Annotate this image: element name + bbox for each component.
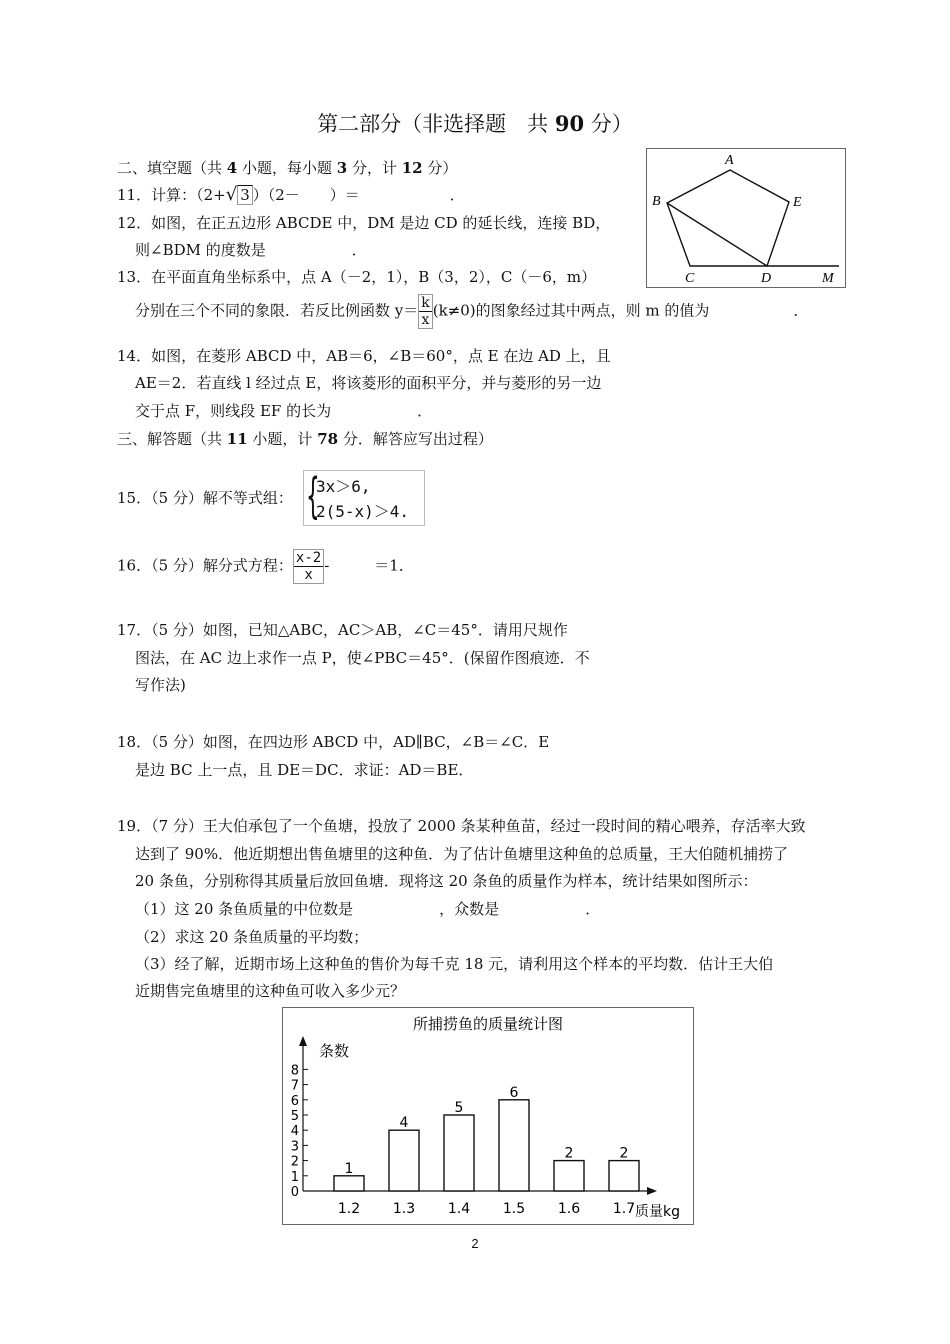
y-tick-label: 0 [290, 1185, 299, 1200]
bar-value-label: 6 [509, 1084, 519, 1101]
pentagon-diagram [647, 149, 845, 287]
pentagon-figure [646, 148, 846, 288]
page-number: 2 [471, 1236, 479, 1251]
vertex-label-a: A [725, 153, 734, 168]
x-axis-arrow-icon [647, 1187, 657, 1195]
question-12-line2: 则∠BDM 的度数是 ． [135, 241, 367, 259]
question-19-part2: （2）求这 20 条鱼质量的平均数； [135, 928, 369, 946]
fraction-k-over-x: $\frac{k}{x}$ [418, 294, 432, 329]
question-19-line1: 19．（7 分）王大伯承包了一个鱼塘，投放了 2000 条某种鱼苗，经过一段时间的精心喂养，存活率大致 [117, 817, 806, 835]
section-title: 第二部分（非选择题 共 90 分） [317, 111, 633, 136]
question-13-line2: 分别在三个不同的象限．若反比例函数 y＝ $\frac{k}{x}$ (k≠0)的图象经过其中两点，则 m 的值为 ． [135, 295, 809, 328]
bar-value-label: 1 [344, 1160, 354, 1177]
question-19-part3-cont: 近期售完鱼塘里的这种鱼可收入多少元？ [135, 982, 406, 1000]
question-13-line1: 13．在平面直角坐标系中，点 A（－2，1），B（3，2），C（－6，m） [117, 268, 597, 286]
bar-1.2 [334, 1176, 364, 1191]
inequality-1: 3x＞6, [316, 477, 371, 496]
inequality-system [303, 470, 425, 526]
x-tick-label: 1.7 [612, 1201, 636, 1217]
y-tick-label: 7 [290, 1078, 299, 1094]
section-2-heading: 二、填空题（共 4 小题，每小题 3 分，计 12 分） [117, 159, 458, 177]
bar-1.5 [499, 1100, 529, 1191]
y-axis-arrow-icon [299, 1036, 307, 1046]
x-tick-label: 1.2 [337, 1201, 361, 1217]
question-17-line3: 写作法) [135, 676, 186, 694]
vertex-label-b: B [652, 194, 661, 209]
y-tick-label: 1 [290, 1169, 299, 1185]
x-tick-label: 1.6 [557, 1201, 581, 1217]
bar-value-label: 5 [454, 1100, 464, 1116]
vertex-label-c: C [685, 271, 695, 286]
question-19-part1: （1）这 20 条鱼质量的中位数是 ，众数是 ． [135, 900, 601, 918]
vertex-label-d: D [761, 271, 772, 286]
y-tick-label: 8 [290, 1063, 299, 1079]
inequality-2: 2(5-x)＞4. [316, 502, 410, 521]
left-brace-icon: { [306, 468, 320, 524]
question-14-line3: 交于点 F，则线段 EF 的长为 ． [135, 402, 433, 420]
question-18-line1: 18．（5 分）如图，在四边形 ABCD 中，AD∥BC，∠B＝∠C．E [117, 733, 550, 751]
pentagon-shape [667, 170, 789, 266]
bar-value-label: 2 [564, 1145, 574, 1162]
question-18-line2: 是边 BC 上一点，且 DE＝DC．求证：AD＝BE． [135, 761, 474, 779]
fish-weight-chart [282, 1007, 694, 1225]
section-3-heading: 三、解答题（共 11 小题，计 78 分．解答应写出过程） [117, 430, 493, 448]
question-19-line2: 达到了 90%．他近期想出售鱼塘里的这种鱼．为了估计鱼塘里这种鱼的总质量，王大伯随机捕捞了 [135, 845, 789, 863]
diagonal-bd [667, 203, 767, 266]
bar-value-label: 4 [399, 1115, 409, 1132]
question-14-line2: AE＝2．若直线 l 经过点 E，将该菱形的面积平分，并与菱形的另一边 [135, 374, 602, 392]
vertex-label-e: E [793, 195, 802, 210]
vertex-label-m: M [822, 271, 834, 286]
bar-1.7 [609, 1161, 639, 1191]
y-tick-label: 4 [290, 1124, 299, 1140]
question-15: 15．（5 分）解不等式组： [117, 489, 293, 507]
question-14-line1: 14．如图，在菱形 ABCD 中，AB＝6，∠B＝60°，点 E 在边 AD 上，且 [117, 347, 611, 365]
y-tick-label: 5 [290, 1109, 299, 1124]
chart-title: 所捕捞鱼的质量统计图 [412, 1015, 564, 1033]
x-tick-label: 1.4 [447, 1201, 471, 1217]
bar-1.6 [554, 1161, 584, 1191]
y-tick-label: 6 [290, 1093, 299, 1109]
bar-value-label: 2 [619, 1145, 629, 1162]
x-tick-label: 1.5 [502, 1201, 526, 1217]
question-17-line1: 17．（5 分）如图，已知△ABC，AC＞AB，∠C＝45°．请用尺规作 [117, 621, 568, 639]
question-11: 11．计算：（2+√ 3 ）（2－ ）＝ ． [117, 184, 465, 205]
y-tick-label: 2 [290, 1154, 299, 1170]
question-19-part3: （3）经了解，近期市场上这种鱼的售价为每千克 18 元，请利用这个样本的平均数．估计王大伯 [135, 955, 774, 973]
fraction-x-minus-2: $\frac{x-2}{x}$ [293, 549, 324, 584]
bar-1.3 [389, 1130, 419, 1191]
y-axis-label: 条数 [319, 1042, 350, 1060]
x-tick-label: 1.3 [392, 1201, 416, 1217]
bar-1.4 [444, 1115, 474, 1191]
question-19-line3: 20 条鱼，分别称得其质量后放回鱼塘．现将这 20 条鱼的质量作为样本，统计结果如图所示： [135, 872, 758, 890]
question-12-line1: 12．如图，在正五边形 ABCDE 中，DM 是边 CD 的延长线，连接 BD， [117, 214, 611, 232]
y-tick-label: 3 [290, 1139, 299, 1155]
x-axis-label: 质量kg [635, 1204, 680, 1220]
question-16: 16．（5 分）解分式方程： $\frac{x-2}{x}$ - ＝1． [117, 550, 414, 583]
question-17-line2: 图法，在 AC 边上求作一点 P，使∠PBC＝45°．(保留作图痕迹．不 [135, 649, 590, 667]
bar-chart-svg [283, 1008, 693, 1224]
